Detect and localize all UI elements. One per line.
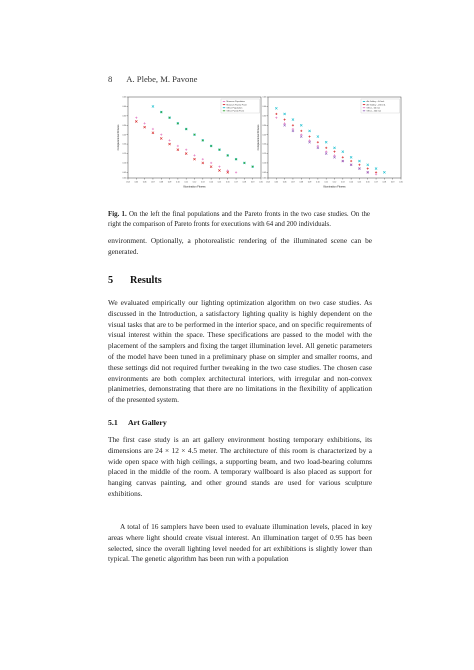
legend-label: Art Gallery - 200 ind. (366, 104, 386, 107)
x-tick-label: 0.16 (226, 181, 230, 184)
y-tick-label: 0.15 (122, 153, 126, 156)
x-tick-label: 0.12 (192, 181, 197, 184)
section-title: Results (130, 275, 162, 286)
chart-svg (255, 92, 405, 192)
scatter-plot-final-populations (115, 92, 265, 192)
data-point (300, 124, 302, 126)
paragraph-art-gallery-1: The first case study is an art gallery environment hosting temporary exhibitions, its dimensions are 24 × 12 × 4.5 meter. The architecture of this room is characterized by a wide open space with high ceilings, a supporting beam, and two load-bearing columns placed in the middle of the room. A temporary wallboard is also placed as support for hanging canvas painting, and other ground stands are used for various sculpture exhibitions. (108, 435, 372, 498)
data-point (284, 113, 286, 115)
data-point (210, 166, 212, 168)
y-tick-label: 0.35 (122, 115, 126, 118)
figure-caption (108, 210, 370, 229)
x-tick-label: 0.13 (201, 181, 205, 184)
data-point (375, 171, 377, 173)
data-point (308, 135, 310, 137)
data-point (168, 139, 170, 141)
data-point (325, 141, 327, 143)
x-axis-label: Illumination Fitness (183, 185, 206, 189)
data-point (284, 124, 286, 126)
data-point (350, 156, 352, 158)
x-tick-label: 0.06 (142, 181, 147, 184)
data-point (275, 113, 277, 115)
data-point (202, 158, 204, 160)
data-point (152, 132, 154, 134)
x-tick-label: 0.15 (357, 181, 362, 184)
paragraph-results: We evaluated empirically our lighting optimization algorithm on two case studies. As discussed in the Introduction, a satisfactory lighting quality is highly dependent on the visual tasks that are to be performed in the interior space, and on specific requirements of visual interest within the space. These specifications are passed to the model with the placement of the samplers and fixing the target illumination level. All genetic parameters of the model have been tuned in a preliminary phase on simpler and smaller rooms, and these settings did not required further tweaking in the two case studies. The chosen case environments are both complex architectural interiors, with irregular and non-convex planimetries, demonstrating that there are no limitations in the flexibility of application of the presented system. (108, 298, 372, 405)
section-number: 5 (108, 275, 114, 286)
data-point (342, 156, 344, 158)
x-tick-label: 0.11 (184, 181, 188, 184)
legend-label: Museum Pareto Front (226, 104, 247, 107)
legend-label: Office - 200 ind. (366, 110, 382, 113)
data-point (210, 162, 212, 164)
data-point (300, 135, 302, 137)
subsection-number: 5.1 (108, 418, 118, 427)
x-tick-label: 0.10 (176, 181, 180, 184)
data-point (177, 149, 179, 151)
data-point (342, 151, 344, 153)
y-tick-label: 0.40 (122, 106, 126, 109)
data-point (325, 147, 327, 149)
running-authors: A. Plebe, M. Pavone (126, 74, 198, 84)
subsection-heading-art-gallery (108, 418, 167, 427)
x-tick-label: 0.04 (266, 181, 270, 184)
data-point (218, 166, 220, 168)
paragraph-continuation: environment. Optionally, a photorealistic rendering of the illuminated scene can be generated. (108, 236, 372, 256)
data-point (317, 147, 319, 149)
legend-label: Museum Population (226, 101, 245, 104)
legend-label: Office Pareto Front (226, 110, 245, 113)
data-point (284, 119, 286, 121)
x-tick-label: 0.05 (274, 181, 279, 184)
data-point (160, 134, 162, 136)
legend-label: Art Gallery - 64 ind. (366, 101, 385, 104)
x-tick-label: 0.07 (291, 181, 295, 184)
data-point (350, 160, 352, 162)
x-tick-label: 0.08 (159, 181, 163, 184)
data-point (152, 105, 154, 107)
data-point (227, 171, 229, 173)
data-point (375, 167, 377, 169)
data-point (333, 156, 335, 158)
legend (361, 99, 400, 113)
data-point (333, 151, 335, 153)
x-tick-label: 0.09 (167, 181, 172, 184)
data-point (160, 137, 162, 139)
x-tick-label: 0.11 (324, 181, 328, 184)
x-tick-label: 0.14 (349, 181, 353, 184)
data-point (358, 160, 360, 162)
data-point (202, 162, 204, 164)
y-tick-label: 0.25 (262, 134, 266, 137)
y-tick-label: 0.10 (262, 162, 266, 165)
caption-text: On the left the final populations and the Pareto fronts in the two case studies. On the right the comparison of Pareto fronts for executions with 64 and 200 individuals. (108, 211, 370, 228)
legend-label: Office - 64 ind. (366, 107, 380, 110)
y-tick-label: 0.02 (262, 177, 266, 180)
data-point (193, 158, 195, 160)
y-axis-label: Computational Fitness (117, 124, 120, 151)
x-tick-label: 0.08 (299, 181, 303, 184)
data-point (135, 120, 137, 122)
running-head (108, 74, 197, 84)
paragraph-art-gallery-2: A total of 16 samplers have been used to evaluate illumination levels, placed in key areas where light should create visual interest. An illumination target of 0.95 has been selected, since the overall lighting level needed for art exhibitions is slightly lower than typical. The genetic algorithm has been run with a population (108, 522, 372, 564)
x-tick-label: 0.09 (307, 181, 312, 184)
data-point (144, 126, 146, 128)
data-point (333, 147, 335, 149)
x-tick-label: 0.05 (134, 181, 139, 184)
y-tick-label: 0.30 (262, 124, 266, 127)
y-tick-label: 0.35 (262, 115, 266, 118)
section-heading-results (108, 275, 162, 286)
y-tick-label: 0.45 (122, 96, 126, 99)
x-tick-label: 0.15 (217, 181, 222, 184)
chart-svg (115, 92, 265, 192)
data-point (235, 171, 237, 173)
y-tick-label: 0.45 (262, 96, 266, 99)
data-point (367, 164, 369, 166)
x-tick-label: 0.06 (282, 181, 287, 184)
y-axis-label: Computational Fitness (257, 124, 260, 151)
data-point (193, 154, 195, 156)
x-tick-label: 0.18 (242, 181, 247, 184)
data-point (383, 171, 385, 173)
x-tick-label: 0.12 (332, 181, 337, 184)
data-point (375, 173, 377, 175)
x-tick-label: 0.04 (126, 181, 130, 184)
x-tick-label: 0.20 (259, 181, 263, 184)
x-tick-label: 0.20 (399, 181, 403, 184)
y-tick-label: 0.25 (122, 134, 126, 137)
x-tick-label: 0.16 (366, 181, 370, 184)
x-tick-label: 0.19 (250, 181, 255, 184)
x-tick-label: 0.17 (234, 181, 238, 184)
page-number: 8 (108, 74, 113, 84)
data-point (300, 130, 302, 132)
data-point (275, 117, 277, 119)
data-point (317, 135, 319, 137)
y-tick-label: 0.30 (122, 124, 126, 127)
y-tick-label: 0.05 (262, 171, 266, 174)
y-tick-label: 0.20 (122, 143, 126, 146)
data-point (177, 145, 179, 147)
data-point (135, 117, 137, 119)
x-tick-label: 0.17 (374, 181, 378, 184)
x-axis-label: Illumination Fitness (323, 185, 346, 189)
caption-label: Fig. 1. (108, 211, 127, 218)
legend-label: Office Population (226, 107, 243, 110)
data-point (152, 128, 154, 130)
legend (221, 99, 260, 113)
data-point (185, 152, 187, 154)
x-tick-label: 0.13 (341, 181, 345, 184)
data-point (292, 130, 294, 132)
data-point (292, 124, 294, 126)
data-point (218, 169, 220, 171)
y-tick-label: 0.40 (262, 106, 266, 109)
data-point (144, 122, 146, 124)
data-point (367, 167, 369, 169)
y-tick-label: 0.10 (122, 162, 126, 165)
data-point (325, 152, 327, 154)
x-tick-label: 0.10 (316, 181, 320, 184)
data-point (317, 141, 319, 143)
data-point (292, 119, 294, 121)
x-tick-label: 0.14 (209, 181, 213, 184)
y-tick-label: 0.02 (122, 177, 126, 180)
x-tick-label: 0.19 (390, 181, 395, 184)
y-tick-label: 0.15 (262, 153, 266, 156)
data-point (308, 141, 310, 143)
data-point (168, 143, 170, 145)
data-point (308, 130, 310, 132)
y-tick-label: 0.05 (122, 171, 126, 174)
data-point (185, 149, 187, 151)
x-tick-label: 0.07 (151, 181, 155, 184)
scatter-plot-pareto-comparison (255, 92, 405, 192)
data-point (275, 107, 277, 109)
subsection-title: Art Gallery (128, 418, 167, 427)
x-tick-label: 0.18 (382, 181, 387, 184)
data-point (358, 164, 360, 166)
y-tick-label: 0.20 (262, 143, 266, 146)
